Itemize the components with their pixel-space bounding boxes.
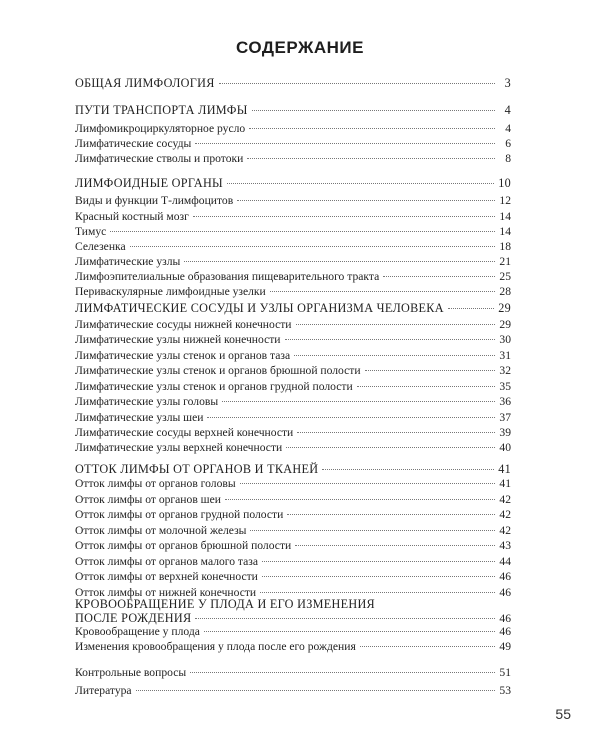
toc-entry — [75, 240, 511, 254]
toc-entry — [75, 225, 511, 239]
toc-entry-label: Лимфатические узлы шеи — [75, 411, 204, 424]
toc-entry — [75, 194, 511, 208]
toc-entry-label: Отток лимфы от органов грудной полости — [75, 508, 284, 521]
toc-page-number: 41 — [498, 462, 511, 476]
toc-entry-label: Изменения кровообращения у плода после его рождения — [75, 640, 356, 653]
toc-page-number: 31 — [499, 349, 511, 362]
toc-entry-label: Лимфатические узлы верхней конечности — [75, 441, 283, 454]
toc-entry — [75, 210, 511, 224]
toc-entry-label: Селезенка — [75, 240, 126, 253]
toc-page-number: 42 — [499, 524, 511, 537]
toc-entry-label: Лимфатические узлы нижней конечности — [75, 333, 281, 346]
toc-dot-leader — [195, 618, 495, 619]
toc-dot-leader — [130, 246, 495, 247]
toc-dot-leader — [286, 447, 495, 448]
toc-entry — [75, 137, 511, 151]
toc-entry-label-line1: КРОВООБРАЩЕНИЕ У ПЛОДА И ЕГО ИЗМЕНЕНИЯ — [75, 597, 375, 611]
toc-page-number: 10 — [498, 176, 511, 190]
page-title: СОДЕРЖАНИЕ — [236, 38, 364, 57]
toc-dot-leader — [110, 231, 495, 232]
toc-page-number: 41 — [499, 477, 511, 490]
toc-page-number: 6 — [505, 137, 511, 150]
toc-entry — [75, 122, 511, 136]
toc-dot-leader — [294, 355, 495, 356]
toc-page-number: 42 — [499, 493, 511, 506]
toc-entry-label: ЛИМФАТИЧЕСКИЕ СОСУДЫ И УЗЛЫ ОРГАНИЗМА ЧЕЛОВЕКА — [75, 301, 444, 315]
toc-dot-leader — [204, 631, 495, 632]
toc-page-number: 46 — [499, 586, 511, 599]
toc-entry — [75, 255, 511, 269]
toc-page-number: 49 — [499, 640, 511, 653]
toc-entry-label: Отток лимфы от нижней конечности — [75, 586, 257, 599]
toc-section-entry — [75, 176, 511, 190]
toc-dot-leader — [365, 370, 495, 371]
toc-dot-leader — [227, 183, 494, 184]
toc-dot-leader — [237, 200, 495, 201]
toc-dot-leader — [270, 291, 495, 292]
toc-entry-label-line2: ПОСЛЕ РОЖДЕНИЯ — [75, 611, 192, 625]
toc-page-number: 40 — [499, 441, 511, 454]
toc-entry-label: Литература — [75, 684, 132, 697]
toc-entry-label: Лимфомикроциркуляторное русло — [75, 122, 246, 135]
toc-page-number: 4 — [505, 122, 511, 135]
toc-page-number: 42 — [499, 508, 511, 521]
toc-entry — [75, 270, 511, 284]
toc-page-number: 30 — [499, 333, 511, 346]
toc-entry-label: Лимфоэпителиальные образования пищеварительного тракта — [75, 270, 380, 283]
toc-dot-leader — [225, 499, 495, 500]
toc-entry — [75, 152, 511, 166]
toc-entry — [75, 524, 511, 538]
toc-entry-label: Отток лимфы от органов головы — [75, 477, 236, 490]
toc-entry-label: Отток лимфы от органов малого таза — [75, 555, 259, 568]
toc-entry — [75, 666, 511, 680]
toc-page-number: 53 — [499, 684, 511, 697]
toc-dot-leader — [207, 417, 495, 418]
toc-section-entry-multiline — [75, 597, 511, 626]
toc-dot-leader — [136, 690, 495, 691]
toc-dot-leader — [222, 401, 495, 402]
toc-entry — [75, 441, 511, 455]
toc-page-number: 46 — [499, 625, 511, 638]
toc-entry-label: Виды и функции Т-лимфоцитов — [75, 194, 234, 207]
toc-entry-label: Лимфатические узлы стенок и органов таза — [75, 349, 291, 362]
toc-entry-label: ОБЩАЯ ЛИМФОЛОГИЯ — [75, 76, 215, 90]
toc-dot-leader — [295, 545, 495, 546]
toc-dot-leader — [296, 324, 495, 325]
toc-page-number: 12 — [499, 194, 511, 207]
toc-dot-leader — [247, 158, 495, 159]
toc-page-number: 46 — [499, 612, 511, 625]
toc-entry-label: Отток лимфы от органов брюшной полости — [75, 539, 292, 552]
toc-dot-leader — [322, 469, 494, 470]
toc-entry-label: Кровообращение у плода — [75, 625, 200, 638]
toc-entry-label: Лимфатические сосуды нижней конечности — [75, 318, 292, 331]
page-number: 55 — [555, 706, 571, 722]
toc-entry — [75, 285, 511, 299]
toc-page-number: 32 — [499, 364, 511, 377]
toc-page-number: 21 — [499, 255, 511, 268]
toc-entry — [75, 477, 511, 491]
toc-entry-label: ПУТИ ТРАНСПОРТА ЛИМФЫ — [75, 103, 248, 117]
toc-entry — [75, 555, 511, 569]
toc-entry — [75, 411, 511, 425]
toc-entry-line2 — [75, 611, 511, 626]
toc-page-number: 46 — [499, 570, 511, 583]
toc-entry-label: ЛИМФОИДНЫЕ ОРГАНЫ — [75, 176, 223, 190]
toc-entry — [75, 539, 511, 553]
toc-dot-leader — [249, 128, 495, 129]
toc-entry-label: Контрольные вопросы — [75, 666, 187, 679]
toc-dot-leader — [219, 83, 495, 84]
toc-dot-leader — [190, 672, 495, 673]
toc-dot-leader — [252, 110, 495, 111]
toc-entry — [75, 364, 511, 378]
toc-section-entry — [75, 462, 511, 476]
toc-entry — [75, 640, 511, 654]
toc-entry-label: ОТТОК ЛИМФЫ ОТ ОРГАНОВ И ТКАНЕЙ — [75, 462, 319, 476]
toc-dot-leader — [262, 561, 495, 562]
toc-section-entry — [75, 103, 511, 117]
toc-entry-label: Отток лимфы от верхней конечности — [75, 570, 258, 583]
toc-dot-leader — [285, 339, 496, 340]
toc-entry — [75, 380, 511, 394]
toc-entry-label: Лимфатические узлы стенок и органов грудной полости — [75, 380, 353, 393]
toc-page-number: 43 — [499, 539, 511, 552]
toc-dot-leader — [195, 143, 495, 144]
toc-page-number: 39 — [499, 426, 511, 439]
toc-entry — [75, 349, 511, 363]
toc-entry-label: Отток лимфы от органов шеи — [75, 493, 221, 506]
toc-entry-label: Лимфатические сосуды верхней конечности — [75, 426, 294, 439]
toc-page-number: 8 — [505, 152, 511, 165]
toc-entry — [75, 426, 511, 440]
toc-entry — [75, 333, 511, 347]
toc-entry — [75, 318, 511, 332]
toc-entry-label: Лимфатические узлы стенок и органов брюшной полости — [75, 364, 361, 377]
toc-page-number: 4 — [504, 103, 511, 117]
toc-entry-label: Лимфатические сосуды — [75, 137, 192, 150]
toc-page-number: 35 — [499, 380, 511, 393]
toc-page-number: 36 — [499, 395, 511, 408]
toc-dot-leader — [250, 530, 495, 531]
toc-page-number: 14 — [499, 225, 511, 238]
toc-section-entry — [75, 76, 511, 90]
toc-dot-leader — [357, 386, 495, 387]
toc-entry — [75, 684, 511, 698]
toc-dot-leader — [260, 592, 495, 593]
toc-entry — [75, 625, 511, 639]
toc-page-number: 44 — [499, 555, 511, 568]
toc-dot-leader — [383, 276, 495, 277]
toc-section-entry — [75, 301, 511, 315]
toc-dot-leader — [297, 432, 495, 433]
toc-entry-label: Тимус — [75, 225, 107, 238]
toc-page-number: 29 — [499, 318, 511, 331]
toc-entry — [75, 395, 511, 409]
toc-entry-label: Лимфатические стволы и протоки — [75, 152, 244, 165]
toc-entry-label: Лимфатические узлы — [75, 255, 181, 268]
toc-entry-label: Отток лимфы от молочной железы — [75, 524, 247, 537]
toc-page-number: 3 — [504, 76, 511, 90]
toc-page-number: 14 — [499, 210, 511, 223]
toc-dot-leader — [262, 576, 495, 577]
toc-entry — [75, 570, 511, 584]
toc-entry-label: Периваскулярные лимфоидные узелки — [75, 285, 266, 298]
toc-entry — [75, 493, 511, 507]
toc-dot-leader — [448, 308, 494, 309]
toc-dot-leader — [193, 216, 495, 217]
toc-entry — [75, 508, 511, 522]
toc-dot-leader — [184, 261, 495, 262]
toc-dot-leader — [240, 483, 495, 484]
toc-page-number: 28 — [499, 285, 511, 298]
toc-page-number: 29 — [498, 301, 511, 315]
toc-dot-leader — [360, 646, 495, 647]
toc-entry-label: Красный костный мозг — [75, 210, 189, 223]
toc-dot-leader — [287, 514, 495, 515]
toc-entry-label: Лимфатические узлы головы — [75, 395, 219, 408]
toc-page-number: 37 — [499, 411, 511, 424]
toc-page-number: 51 — [499, 666, 511, 679]
toc-page-number: 18 — [499, 240, 511, 253]
toc-page-number: 25 — [499, 270, 511, 283]
